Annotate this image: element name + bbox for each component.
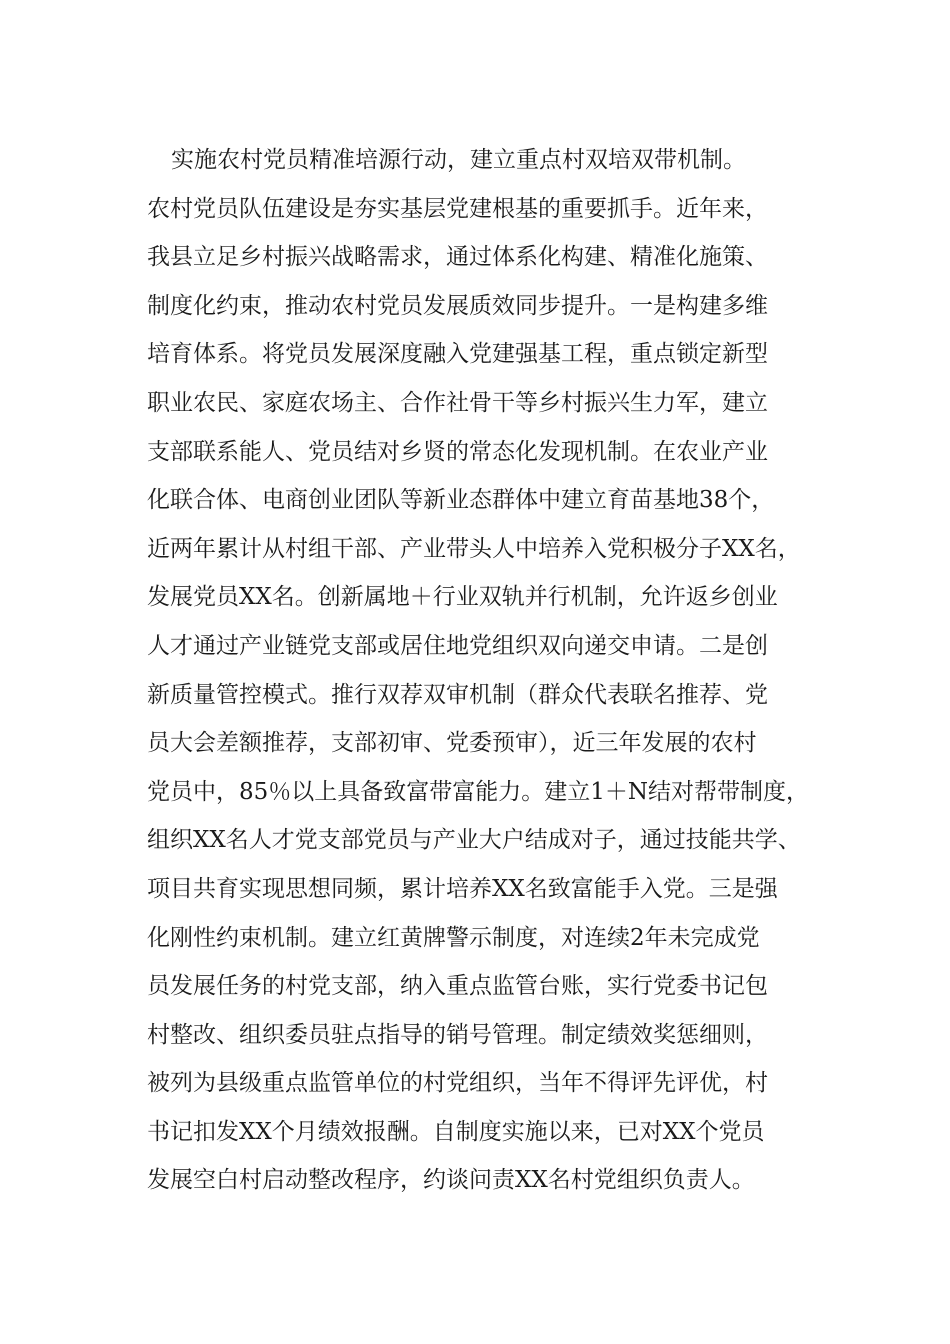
paragraph-line: 员发展任务的村党支部，纳入重点监管台账，实行党委书记包 (147, 973, 768, 1000)
paragraph-line: 组织XX名人才党支部党员与产业大户结成对子，通过技能共学、 (147, 827, 801, 854)
paragraph-line: 新质量管控模式。推行双荐双审机制（群众代表联名推荐、党 (147, 681, 768, 708)
paragraph-line: 书记扣发XX个月绩效报酬。自制度实施以来，已对XX个党员 (147, 1118, 765, 1145)
paragraph-line: 被列为县级重点监管单位的村党组织，当年不得评先评优，村 (147, 1070, 768, 1097)
body-paragraph (147, 136, 847, 1205)
paragraph-line: 农村党员队伍建设是夯实基层党建根基的重要抓手。近年来， (147, 195, 768, 222)
paragraph-line: 村整改、组织委员驻点指导的销号管理。制定绩效奖惩细则， (147, 1021, 768, 1048)
paragraph-line: 制度化约束，推动农村党员发展质效同步提升。一是构建多维 (147, 292, 768, 319)
paragraph-line: 员大会差额推荐，支部初审、党委预审），近三年发展的农村 (147, 730, 757, 757)
paragraph-line: 发展空白村启动整改程序，约谈问责XX名村党组织负责人。 (147, 1167, 755, 1194)
paragraph-line: 支部联系能人、党员结对乡贤的常态化发现机制。在农业产业 (147, 438, 768, 465)
paragraph-line: 项目共育实现思想同频，累计培养XX名致富能手入党。三是强 (147, 875, 778, 902)
paragraph-line: 党员中，85％以上具备致富带富能力。建立1＋N结对帮带制度， (147, 778, 810, 805)
paragraph-line: 培育体系。将党员发展深度融入党建强基工程，重点锁定新型 (147, 341, 768, 368)
paragraph-line: 化刚性约束机制。建立红黄牌警示制度，对连续2年未完成党 (147, 924, 760, 951)
paragraph-line: 职业农民、家庭农场主、合作社骨干等乡村振兴生力军，建立 (147, 389, 768, 416)
paragraph-line: 化联合体、电商创业团队等新业态群体中建立育苗基地38个， (147, 487, 775, 514)
paragraph-line: 我县立足乡村振兴战略需求，通过体系化构建、精准化施策、 (147, 244, 768, 271)
paragraph-line: 实施农村党员精准培源行动，建立重点村双培双带机制。 (171, 147, 746, 173)
paragraph-line: 人才通过产业链党支部或居住地党组织双向递交申请。二是创 (147, 632, 768, 659)
paragraph-line: 近两年累计从村组干部、产业带头人中培养入党积极分子XX名， (147, 535, 801, 562)
paragraph-line: 发展党员XX名。创新属地＋行业双轨并行机制，允许返乡创业 (147, 584, 778, 611)
